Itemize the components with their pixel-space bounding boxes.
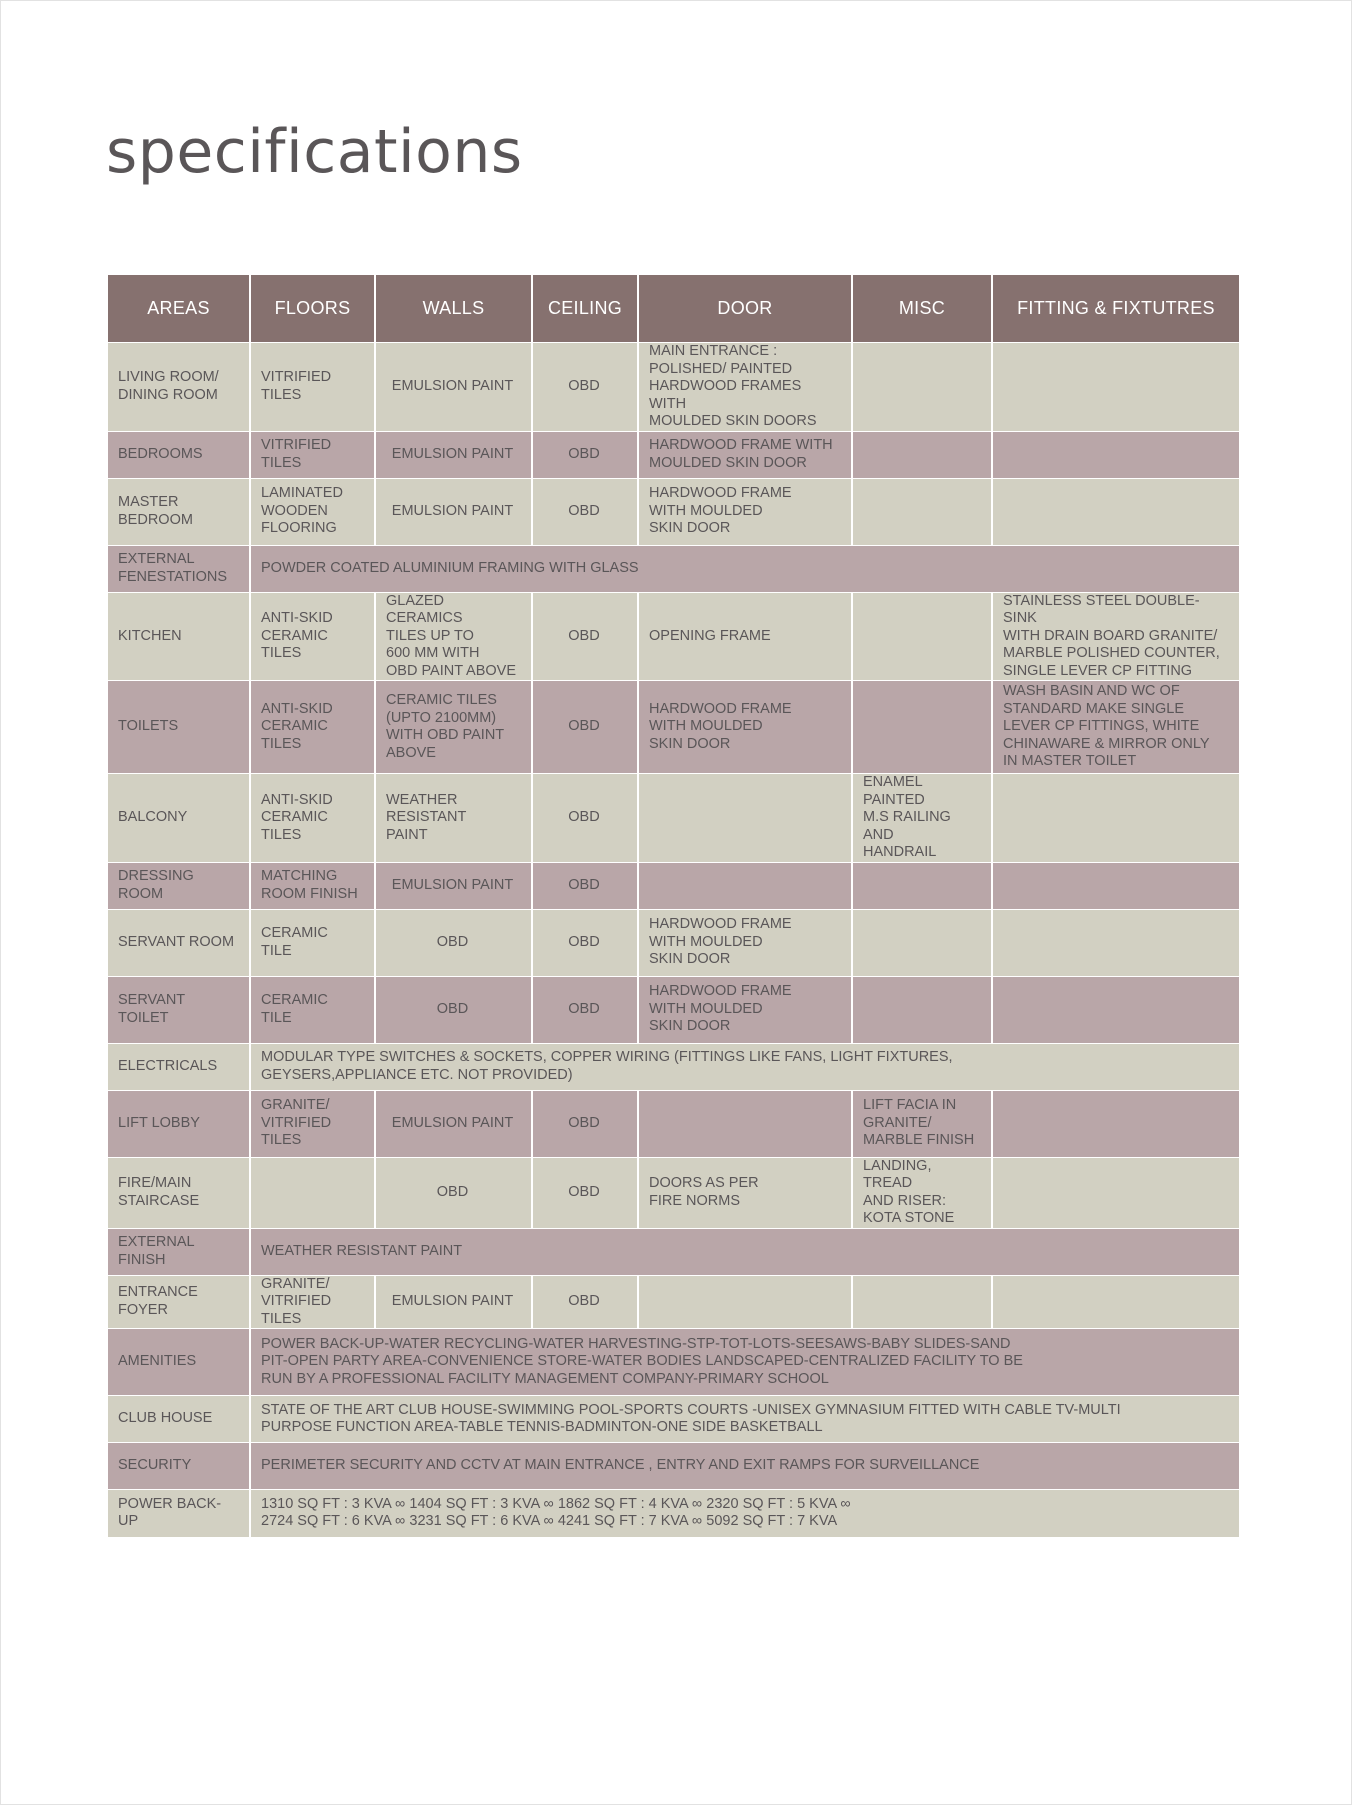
table-row: [108, 1329, 1239, 1396]
door-cell: HARDWOOD FRAME WITH MOULDED SKIN DOOR: [638, 431, 852, 478]
misc-cell: [852, 343, 992, 432]
table-row: [108, 1157, 1239, 1228]
ceiling-cell: OBD: [532, 1275, 638, 1329]
area-cell: EXTERNAL FENESTATIONS: [108, 545, 250, 592]
table-row: [108, 976, 1239, 1043]
table-row: [108, 1090, 1239, 1157]
fitting-cell: [992, 478, 1239, 545]
table-row: [108, 592, 1239, 681]
floors-cell: GRANITE/ VITRIFIED TILES: [250, 1275, 375, 1329]
spanning-spec-cell: MODULAR TYPE SWITCHES & SOCKETS, COPPER WIRING (FITTINGS LIKE FANS, LIGHT FIXTURES, GEYSERS,APPLIANCE ETC. NOT PROVIDED): [250, 1043, 1239, 1090]
area-cell: BALCONY: [108, 774, 250, 863]
area-cell: EXTERNAL FINISH: [108, 1228, 250, 1275]
door-cell: HARDWOOD FRAME WITH MOULDED SKIN DOOR: [638, 478, 852, 545]
area-cell: DRESSING ROOM: [108, 862, 250, 909]
ceiling-cell: OBD: [532, 343, 638, 432]
table-row: [108, 681, 1239, 774]
spanning-spec-cell: STATE OF THE ART CLUB HOUSE-SWIMMING POOL-SPORTS COURTS -UNISEX GYMNASIUM FITTED WITH CABLE TV-MULTI PURPOSE FUNCTION AREA-TABLE TENNIS-BADMINTON-ONE SIDE BASKETBALL: [250, 1396, 1239, 1443]
walls-cell: OBD: [375, 909, 532, 976]
door-cell: HARDWOOD FRAME WITH MOULDED SKIN DOOR: [638, 681, 852, 774]
ceiling-cell: OBD: [532, 681, 638, 774]
area-cell: BEDROOMS: [108, 431, 250, 478]
walls-cell: EMULSION PAINT: [375, 431, 532, 478]
floors-cell: CERAMIC TILE: [250, 909, 375, 976]
misc-cell: LANDING, TREAD AND RISER: KOTA STONE: [852, 1157, 992, 1228]
spanning-spec-cell: POWER BACK-UP-WATER RECYCLING-WATER HARVESTING-STP-TOT-LOTS-SEESAWS-BABY SLIDES-SAND PIT-OPEN PARTY AREA-CONVENIENCE STORE-WATER BODIES LANDSCAPED-CENTRALIZED FACILITY TO BE RUN BY A PROFESSIONAL FACILITY MANAGEMENT COMPANY-PRIMARY SCHOOL: [250, 1329, 1239, 1396]
ceiling-cell: OBD: [532, 1090, 638, 1157]
area-cell: KITCHEN: [108, 592, 250, 681]
door-cell: [638, 862, 852, 909]
misc-cell: ENAMEL PAINTED M.S RAILING AND HANDRAIL: [852, 774, 992, 863]
door-cell: [638, 1090, 852, 1157]
door-cell: [638, 774, 852, 863]
floors-cell: CERAMIC TILE: [250, 976, 375, 1043]
ceiling-cell: OBD: [532, 862, 638, 909]
area-cell: FIRE/MAIN STAIRCASE: [108, 1157, 250, 1228]
misc-cell: LIFT FACIA IN GRANITE/ MARBLE FINISH: [852, 1090, 992, 1157]
walls-cell: CERAMIC TILES (UPTO 2100MM) WITH OBD PAINT ABOVE: [375, 681, 532, 774]
fitting-cell: [992, 1157, 1239, 1228]
fitting-cell: [992, 862, 1239, 909]
floors-cell: ANTI-SKID CERAMIC TILES: [250, 774, 375, 863]
misc-cell: [852, 431, 992, 478]
misc-cell: [852, 1275, 992, 1329]
floors-cell: GRANITE/ VITRIFIED TILES: [250, 1090, 375, 1157]
area-cell: ELECTRICALS: [108, 1043, 250, 1090]
door-cell: OPENING FRAME: [638, 592, 852, 681]
spanning-spec-cell: 1310 SQ FT : 3 KVA ∞ 1404 SQ FT : 3 KVA ∞ 1862 SQ FT : 4 KVA ∞ 2320 SQ FT : 5 KVA ∞ 2724 SQ FT : 6 KVA ∞ 3231 SQ FT : 6 KVA ∞ 4241 SQ FT : 7 KVA ∞ 5092 SQ FT : 7 KVA: [250, 1490, 1239, 1537]
fitting-cell: [992, 909, 1239, 976]
door-cell: HARDWOOD FRAME WITH MOULDED SKIN DOOR: [638, 909, 852, 976]
table-row: [108, 1396, 1239, 1443]
specifications-table: [108, 275, 1239, 1537]
walls-cell: EMULSION PAINT: [375, 862, 532, 909]
table-row: [108, 545, 1239, 592]
misc-cell: [852, 862, 992, 909]
misc-cell: [852, 681, 992, 774]
table-row: [108, 862, 1239, 909]
floors-cell: [250, 1157, 375, 1228]
floors-cell: VITRIFIED TILES: [250, 431, 375, 478]
table-row: [108, 343, 1239, 432]
area-cell: SECURITY: [108, 1443, 250, 1490]
area-cell: ENTRANCE FOYER: [108, 1275, 250, 1329]
walls-cell: WEATHER RESISTANT PAINT: [375, 774, 532, 863]
area-cell: LIVING ROOM/ DINING ROOM: [108, 343, 250, 432]
floors-cell: MATCHING ROOM FINISH: [250, 862, 375, 909]
fitting-cell: [992, 431, 1239, 478]
table-header-row: [108, 275, 1239, 343]
table-row: [108, 431, 1239, 478]
fitting-cell: [992, 774, 1239, 863]
fitting-cell: STAINLESS STEEL DOUBLE-SINK WITH DRAIN BOARD GRANITE/ MARBLE POLISHED COUNTER, SINGLE LEVER CP FITTING: [992, 592, 1239, 681]
floors-cell: ANTI-SKID CERAMIC TILES: [250, 592, 375, 681]
column-header-ceiling: CEILING: [532, 275, 638, 343]
ceiling-cell: OBD: [532, 478, 638, 545]
fitting-cell: [992, 343, 1239, 432]
ceiling-cell: OBD: [532, 774, 638, 863]
area-cell: LIFT LOBBY: [108, 1090, 250, 1157]
area-cell: SERVANT TOILET: [108, 976, 250, 1043]
fitting-cell: [992, 976, 1239, 1043]
walls-cell: GLAZED CERAMICS TILES UP TO 600 MM WITH OBD PAINT ABOVE: [375, 592, 532, 681]
area-cell: TOILETS: [108, 681, 250, 774]
column-header-fittings: FITTING & FIXTUTRES: [992, 275, 1239, 343]
area-cell: AMENITIES: [108, 1329, 250, 1396]
area-cell: SERVANT ROOM: [108, 909, 250, 976]
ceiling-cell: OBD: [532, 976, 638, 1043]
fitting-cell: WASH BASIN AND WC OF STANDARD MAKE SINGLE LEVER CP FITTINGS, WHITE CHINAWARE & MIRROR ONLY IN MASTER TOILET: [992, 681, 1239, 774]
fitting-cell: [992, 1090, 1239, 1157]
column-header-floors: FLOORS: [250, 275, 375, 343]
table-row: [108, 1275, 1239, 1329]
door-cell: DOORS AS PER FIRE NORMS: [638, 1157, 852, 1228]
ceiling-cell: OBD: [532, 592, 638, 681]
table-row: [108, 478, 1239, 545]
area-cell: POWER BACK-UP: [108, 1490, 250, 1537]
walls-cell: OBD: [375, 976, 532, 1043]
misc-cell: [852, 909, 992, 976]
column-header-door: DOOR: [638, 275, 852, 343]
table-body: [108, 343, 1239, 1537]
walls-cell: OBD: [375, 1157, 532, 1228]
table-row: [108, 1043, 1239, 1090]
table-row: [108, 1443, 1239, 1490]
walls-cell: EMULSION PAINT: [375, 478, 532, 545]
column-header-areas: AREAS: [108, 275, 250, 343]
door-cell: MAIN ENTRANCE : POLISHED/ PAINTED HARDWOOD FRAMES WITH MOULDED SKIN DOORS: [638, 343, 852, 432]
column-header-walls: WALLS: [375, 275, 532, 343]
spanning-spec-cell: WEATHER RESISTANT PAINT: [250, 1228, 1239, 1275]
table-row: [108, 1228, 1239, 1275]
ceiling-cell: OBD: [532, 431, 638, 478]
misc-cell: [852, 976, 992, 1043]
ceiling-cell: OBD: [532, 909, 638, 976]
column-header-misc: MISC: [852, 275, 992, 343]
misc-cell: [852, 478, 992, 545]
misc-cell: [852, 592, 992, 681]
table-row: [108, 909, 1239, 976]
area-cell: CLUB HOUSE: [108, 1396, 250, 1443]
table-row: [108, 774, 1239, 863]
page-title: specifications: [106, 117, 523, 187]
spanning-spec-cell: POWDER COATED ALUMINIUM FRAMING WITH GLASS: [250, 545, 1239, 592]
walls-cell: EMULSION PAINT: [375, 343, 532, 432]
spanning-spec-cell: PERIMETER SECURITY AND CCTV AT MAIN ENTRANCE , ENTRY AND EXIT RAMPS FOR SURVEILLANCE: [250, 1443, 1239, 1490]
floors-cell: LAMINATED WOODEN FLOORING: [250, 478, 375, 545]
door-cell: [638, 1275, 852, 1329]
ceiling-cell: OBD: [532, 1157, 638, 1228]
area-cell: MASTER BEDROOM: [108, 478, 250, 545]
floors-cell: ANTI-SKID CERAMIC TILES: [250, 681, 375, 774]
walls-cell: EMULSION PAINT: [375, 1090, 532, 1157]
floors-cell: VITRIFIED TILES: [250, 343, 375, 432]
walls-cell: EMULSION PAINT: [375, 1275, 532, 1329]
door-cell: HARDWOOD FRAME WITH MOULDED SKIN DOOR: [638, 976, 852, 1043]
table-row: [108, 1490, 1239, 1537]
fitting-cell: [992, 1275, 1239, 1329]
